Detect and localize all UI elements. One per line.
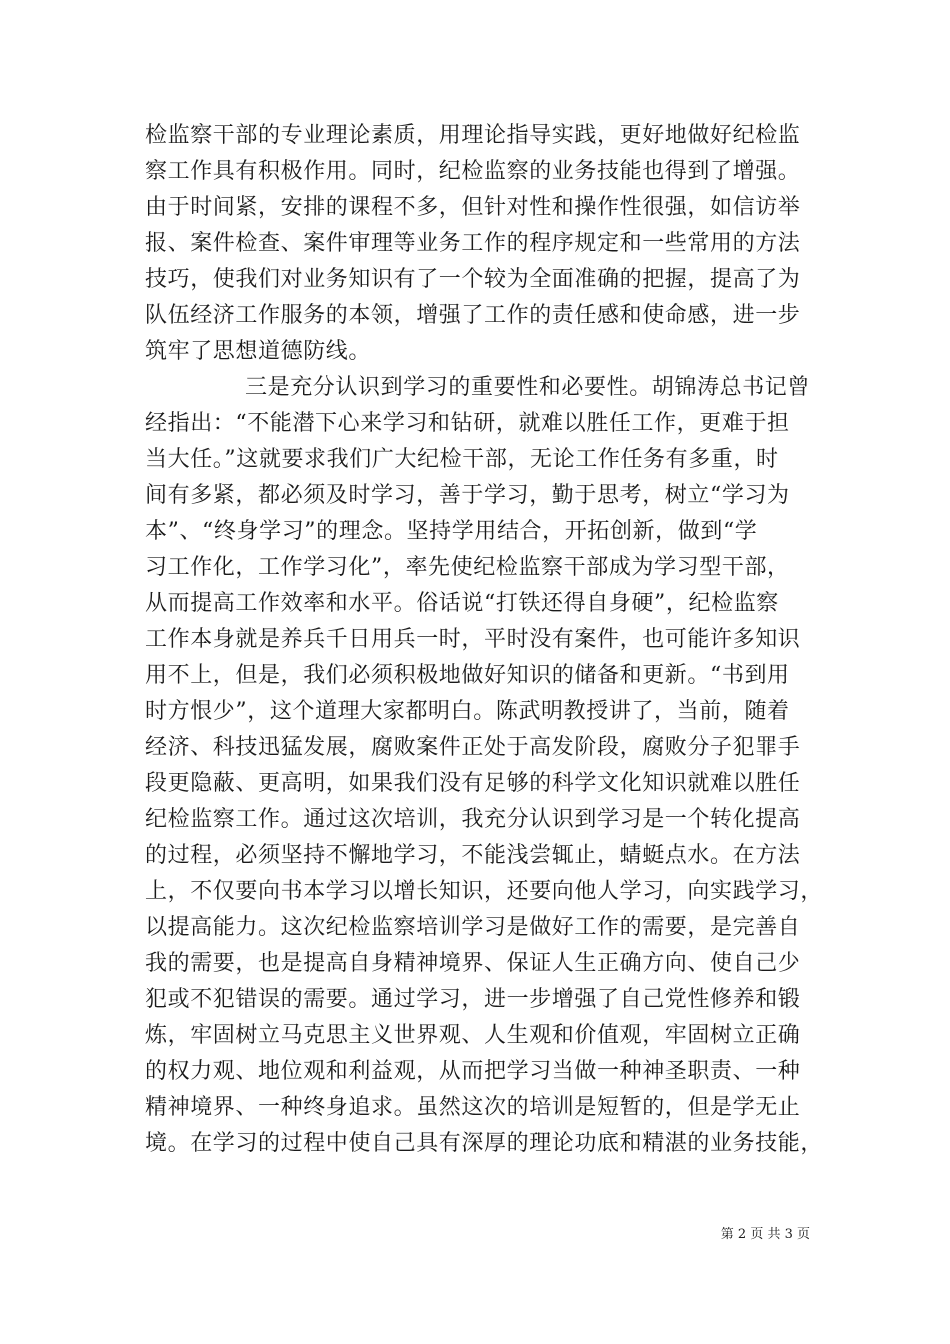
text-line: 从而提高工作效率和水平。俗话说“打铁还得自身硬”，纪检监察 <box>145 591 779 616</box>
text-line: 以提高能力。这次纪检监察培训学习是做好工作的需要，是完善自 <box>145 915 801 940</box>
text-line: 段更隐蔽、更高明，如果我们没有足够的科学文化知识就难以胜任 <box>145 771 801 796</box>
text-line: 上，不仅要向书本学习以增长知识，还要向他人学习，向实践学习， <box>145 879 824 904</box>
text-line: 队伍经济工作服务的本领，增强了工作的责任感和使命感，进一步 <box>145 303 801 328</box>
text-line: 犯或不犯错误的需要。通过学习，进一步增强了自己党性修养和锻 <box>145 987 801 1012</box>
text-line: 经指出：“不能潜下心来学习和钻研，就难以胜任工作，更难于担 <box>145 411 790 436</box>
text-line: 的过程，必须坚持不懈地学习，不能浅尝辄止，蜻蜓点水。在方法 <box>145 843 801 868</box>
text-line: 习工作化，工作学习化”，率先使纪检监察干部成为学习型干部， <box>145 555 790 580</box>
text-line: 精神境界、一种终身追求。虽然这次的培训是短暂的，但是学无止 <box>145 1095 801 1120</box>
text-line: 报、案件检查、案件审理等业务工作的程序规定和一些常用的方法 <box>145 231 801 256</box>
page-number-footer: 第 2 页 共 3 页 <box>720 1227 810 1242</box>
text-line: 境。在学习的过程中使自己具有深厚的理论功底和精湛的业务技能， <box>145 1131 824 1156</box>
text-line: 筑牢了思想道德防线。 <box>145 339 372 364</box>
text-line: 纪检监察工作。通过这次培训，我充分认识到学习是一个转化提高 <box>145 807 801 832</box>
text-line: 检监察干部的专业理论素质，用理论指导实践，更好地做好纪检监 <box>145 123 801 148</box>
text-line: 技巧，使我们对业务知识有了一个较为全面准确的把握，提高了为 <box>145 267 801 292</box>
text-line: 间有多紧，都必须及时学习，善于学习，勤于思考，树立“学习为 <box>145 483 790 508</box>
paragraph-start-line: 三是充分认识到学习的重要性和必要性。胡锦涛总书记曾 <box>245 375 811 400</box>
text-line: 的权力观、地位观和利益观，从而把学习当做一种神圣职责、一种 <box>145 1059 801 1084</box>
text-line: 本”、“终身学习”的理念。坚持学用结合，开拓创新，做到“学 <box>145 519 758 544</box>
body-text <box>145 118 825 1162</box>
text-line: 由于时间紧，安排的课程不多，但针对性和操作性很强，如信访举 <box>145 195 801 220</box>
text-line: 当大任。”这就要求我们广大纪检干部，无论工作任务有多重，时 <box>145 447 779 472</box>
text-line: 时方恨少”，这个道理大家都明白。陈武明教授讲了，当前，随着 <box>145 699 790 724</box>
text-line: 察工作具有积极作用。同时，纪检监察的业务技能也得到了增强。 <box>145 159 801 184</box>
text-line: 我的需要，也是提高自身精神境界、保证人生正确方向、使自己少 <box>145 951 801 976</box>
text-line: 炼，牢固树立马克思主义世界观、人生观和价值观，牢固树立正确 <box>145 1023 801 1048</box>
text-line: 用不上，但是，我们必须积极地做好知识的储备和更新。“书到用 <box>145 663 790 688</box>
text-line: 经济、科技迅猛发展，腐败案件正处于高发阶段，腐败分子犯罪手 <box>145 735 801 760</box>
text-line: 工作本身就是养兵千日用兵一时，平时没有案件，也可能许多知识 <box>145 627 801 652</box>
